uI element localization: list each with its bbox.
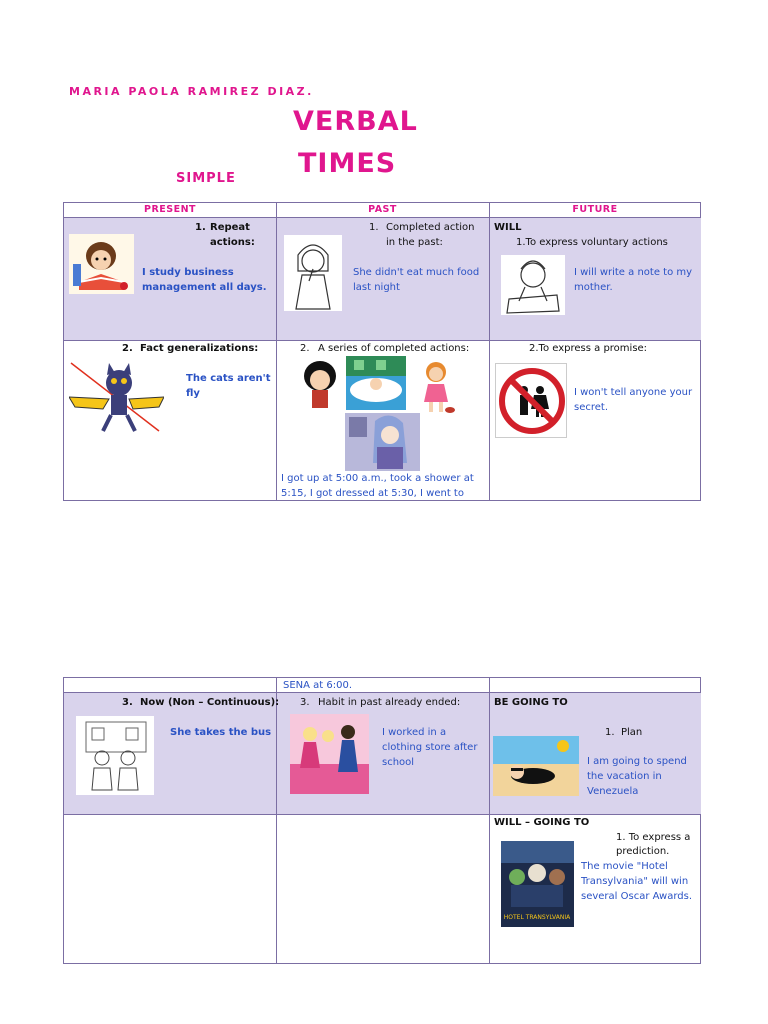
future-3-title: Plan xyxy=(621,727,643,738)
hotel-transylvania-poster-image xyxy=(501,841,574,927)
poster-title: HOTEL TRANSYLVANIA xyxy=(503,914,571,921)
future-3-example-b: the vacation in xyxy=(587,771,662,782)
title-line-1: VERBAL xyxy=(293,106,418,137)
future-1-example: I will write a note to my xyxy=(574,267,693,278)
present-1-example-b: management all days. xyxy=(142,282,267,293)
cat-cartoon-image xyxy=(69,361,164,436)
girl-eating-image xyxy=(284,235,342,311)
subtitle: SIMPLE xyxy=(176,171,236,186)
anime-girl-image xyxy=(345,413,420,471)
girl-writing-image xyxy=(501,255,565,315)
past-3-example-c: school xyxy=(382,757,415,768)
present-3-number: 3. xyxy=(122,697,133,708)
present-1-title-b: actions: xyxy=(210,237,255,248)
past-3-example: I worked in a xyxy=(382,727,447,738)
girl-dressed-image xyxy=(416,358,456,414)
future-4-example: The movie "Hotel xyxy=(581,861,668,872)
no-entry-sign-image xyxy=(495,363,567,438)
bus-stop-image xyxy=(76,716,154,795)
present-1-title: Repeat xyxy=(210,222,250,233)
future-will-going-to-label: WILL – GOING TO xyxy=(494,817,590,828)
present-1-example: I study business xyxy=(142,267,234,278)
future-2-title: 2.To express a promise: xyxy=(529,343,648,354)
past-2-example-b: 5:15, I got dressed at 5:30, I went to xyxy=(281,488,464,499)
present-1-number: 1. xyxy=(195,222,206,233)
future-3-number: 1. xyxy=(605,727,615,738)
column-header-future: FUTURE xyxy=(572,204,618,215)
past-1-number: 1. xyxy=(369,222,379,233)
past-2-number: 2. xyxy=(300,343,310,354)
present-3-title: Now (Non – Continuous): xyxy=(140,697,280,708)
table-1 xyxy=(63,202,701,501)
present-2-example-b: fly xyxy=(186,388,200,399)
mafalda-image xyxy=(300,358,340,414)
present-2-number: 2. xyxy=(122,343,133,354)
clothing-store-image xyxy=(290,714,369,794)
future-4-title-b: prediction. xyxy=(616,846,670,857)
future-3-example: I am going to spend xyxy=(587,756,687,767)
table-2 xyxy=(63,677,701,964)
future-4-title: 1. To express a xyxy=(616,832,691,843)
author-name: MARIA PAOLA RAMIREZ DIAZ. xyxy=(69,85,314,98)
future-will-label: WILL xyxy=(494,222,522,233)
future-2-example-b: secret. xyxy=(574,402,609,413)
bathtub-image xyxy=(346,356,406,410)
beach-vacation-image xyxy=(493,736,579,796)
future-3-example-c: Venezuela xyxy=(587,786,639,797)
past-1-example-b: last night xyxy=(353,282,400,293)
past-3-number: 3. xyxy=(300,697,310,708)
column-header-past: PAST xyxy=(368,204,397,215)
present-3-example: She takes the bus xyxy=(170,727,272,738)
title-line-2: TIMES xyxy=(298,148,397,179)
future-2-example: I won't tell anyone your xyxy=(574,387,693,398)
future-going-to-label: BE GOING TO xyxy=(494,697,568,708)
past-2-example: I got up at 5:00 a.m., took a shower at xyxy=(281,473,474,484)
past-1-example: She didn't eat much food xyxy=(353,267,480,278)
student-reading-image xyxy=(69,234,134,294)
past-3-title: Habit in past already ended: xyxy=(318,697,461,708)
present-2-title: Fact generalizations: xyxy=(140,343,259,354)
future-4-example-b: Transylvania" will win xyxy=(581,876,689,887)
past-2-title: A series of completed actions: xyxy=(318,343,470,354)
future-1-example-b: mother. xyxy=(574,282,613,293)
past-1-title: Completed action xyxy=(386,222,475,233)
past-2-example-continued: SENA at 6:00. xyxy=(283,680,353,691)
past-1-title-b: in the past: xyxy=(386,237,443,248)
column-header-present: PRESENT xyxy=(143,204,197,215)
present-2-example: The cats aren't xyxy=(186,373,271,384)
future-4-example-c: several Oscar Awards. xyxy=(581,891,693,902)
past-3-example-b: clothing store after xyxy=(382,742,478,753)
future-1-title: 1.To express voluntary actions xyxy=(516,237,668,248)
